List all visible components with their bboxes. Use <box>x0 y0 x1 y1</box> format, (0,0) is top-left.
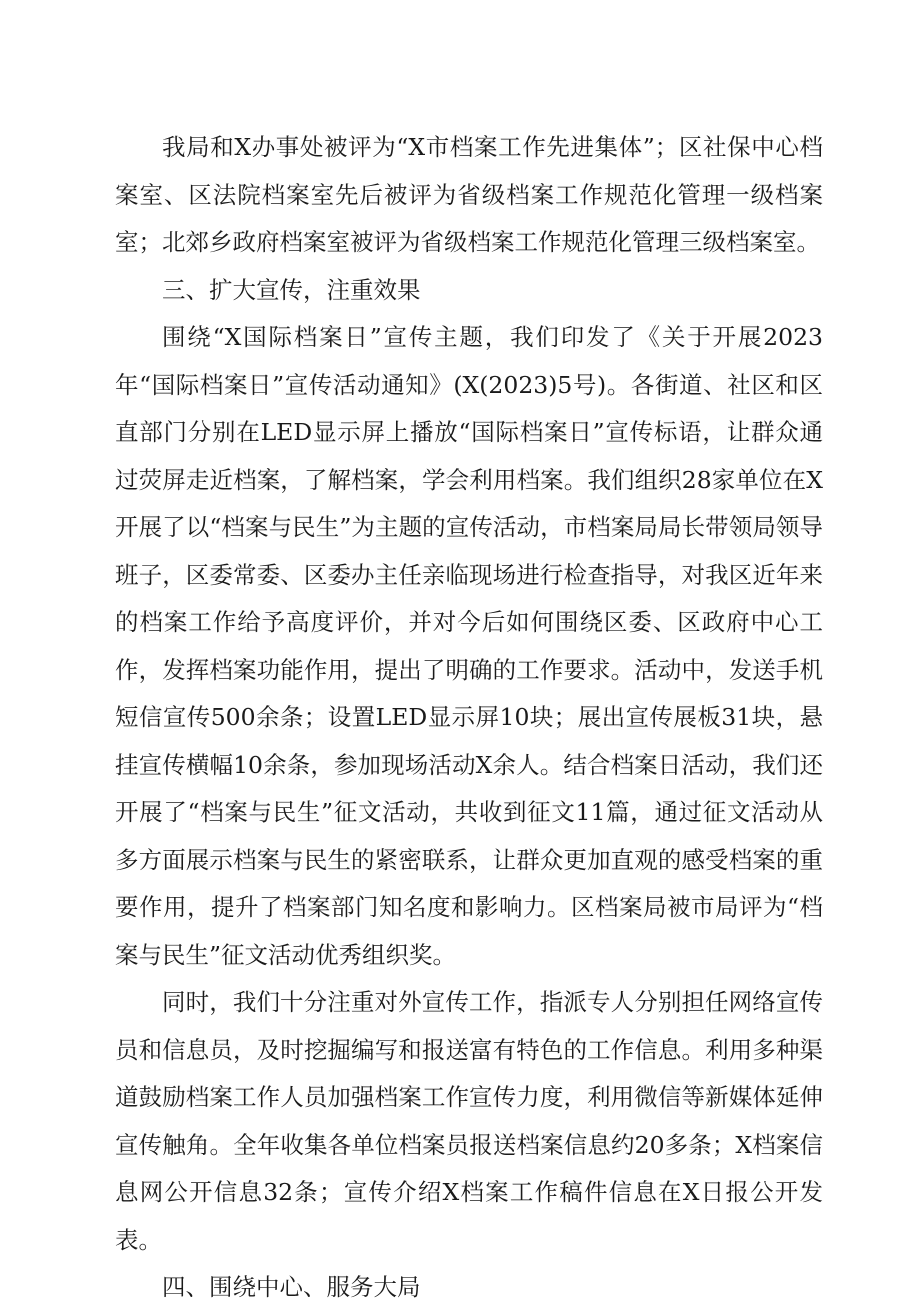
section-heading-serve-center: 四、围绕中心、服务大局 <box>162 1273 421 1301</box>
section-heading-publicity: 三、扩大宣传，注重效果 <box>162 275 421 304</box>
document-body <box>115 124 823 1312</box>
paragraph-archives-day: 围绕“X国际档案日”宣传主题，我们印发了《关于开展2023年“国际档案日”宣传活动通知》(X(2023)5号)。各街道、社区和区直部门分别在LED显示屏上播放“国际档案日”宣传标语，让群众通过荧屏走近档案，了解档案，学会利用档案。我们组织28家单位在X开展了以“档案与民生”为主题的宣传活动，市档案局局长带领局领导班子，区委常委、区委办主任亲临现场进行检查指导，对我区近年来的档案工作给予高度评价，并对今后如何围绕区委、区政府中心工作，发挥档案功能作用，提出了明确的工作要求。活动中，发送手机短信宣传500余条；设置LED显示屏10块；展出宣传展板31块，悬挂宣传横幅10余条，参加现场活动X余人。结合档案日活动，我们还开展了“档案与民生”征文活动，共收到征文11篇，通过征文活动从多方面展示档案与民生的紧密联系，让群众更加直观的感受档案的重要作用，提升了档案部门知名度和影响力。区档案局被市局评为“档案与民生”征文活动优秀组织奖。 <box>115 323 823 969</box>
paragraph-external-publicity: 同时，我们十分注重对外宣传工作，指派专人分别担任网络宣传员和信息员，及时挖掘编写和报送富有特色的工作信息。利用多种渠道鼓励档案工作人员加强档案工作宣传力度，利用微信等新媒体延伸宣传触角。全年收集各单位档案员报送档案信息约20多条；X档案信息网公开信息32条；宣传介绍X档案工作稿件信息在X日报公开发表。 <box>115 988 823 1254</box>
paragraph-awards: 我局和X办事处被评为“X市档案工作先进集体”；区社保中心档案室、区法院档案室先后被评为省级档案工作规范化管理一级档案室；北郊乡政府档案室被评为省级档案工作规范化管理三级档案室。 <box>115 133 823 256</box>
